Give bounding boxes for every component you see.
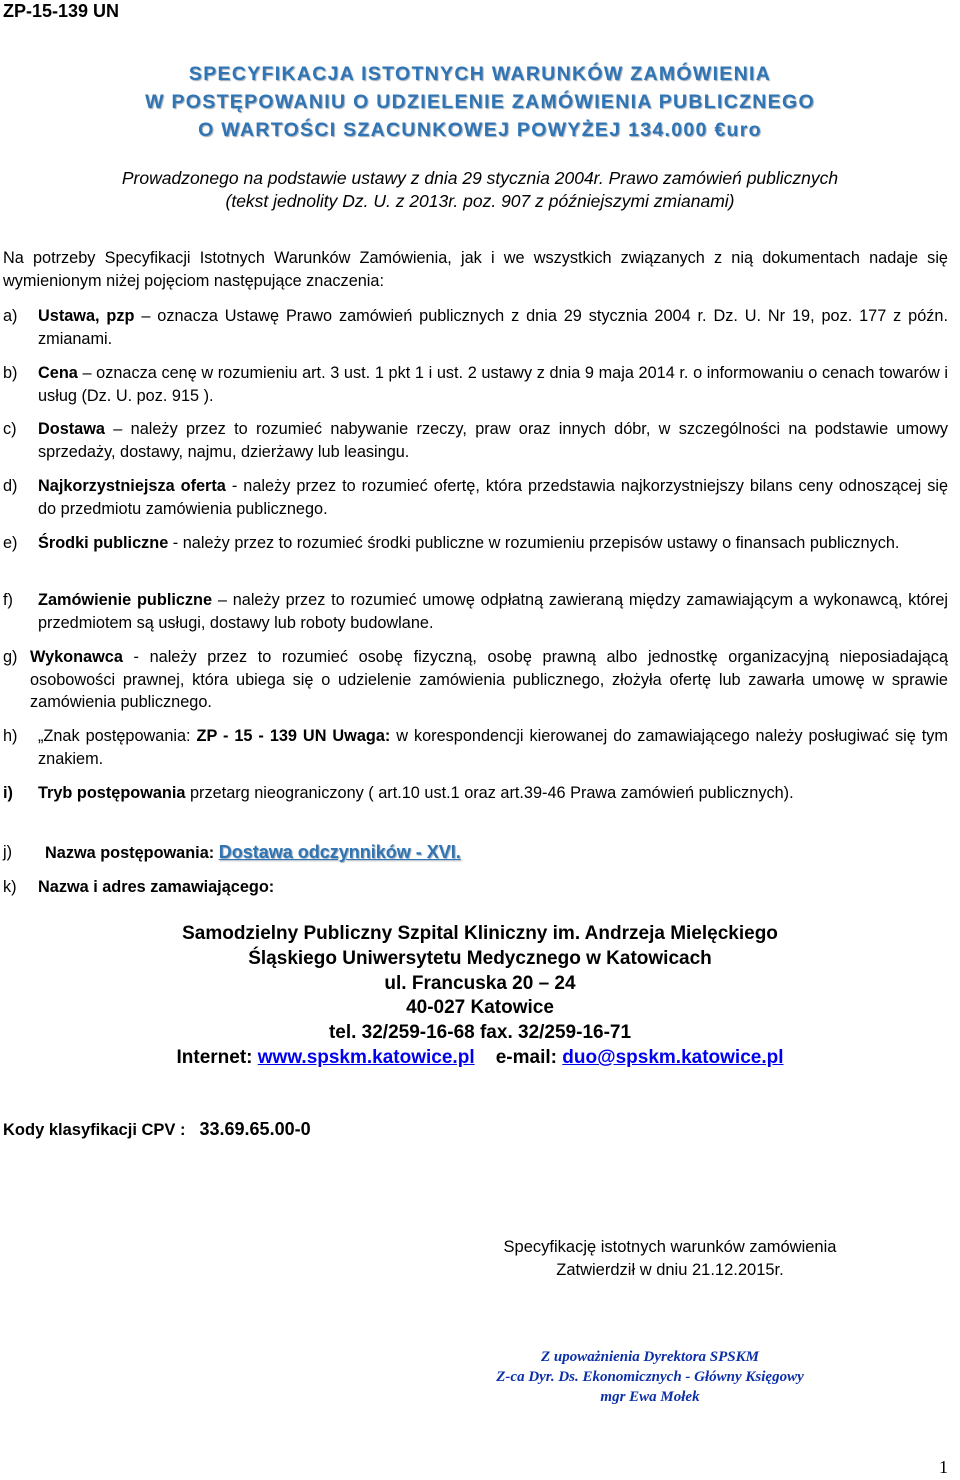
definition-a (3, 305, 948, 350)
approval-block (400, 1236, 940, 1282)
orderer-phone-fax: tel. 32/259-16-68 fax. 32/259-16-71 (328, 1022, 632, 1044)
title-line-3: O WARTOŚCI SZACUNKOWEJ POWYŻEJ 134.000 €uro (198, 119, 762, 141)
definition-d (3, 475, 948, 520)
definition-label: i) (3, 784, 13, 802)
definition-text: w korespondencji kierowanej do zamawiającego należy posługiwać się tym znakiem. (38, 727, 948, 768)
definition-text: - należy przez to rozumieć środki publiczne w rozumieniu przepisów ustawy o finansach publicznych. (168, 534, 900, 552)
definition-text: - należy przez to rozumieć osobę fizyczną, osobę prawną albo jednostkę organizacyjną nieposiadającą osobowości prawnej, która ubiega się o udzielenie zamówienia publicznego, złożyła ofertę lub zawarła umowę w sprawie zamówienia publicznego. (30, 648, 948, 711)
definition-text: – należy przez to rozumieć nabywanie rzeczy, praw oraz innych dóbr, w szczególności na podstawie umowy sprzedaży, dostawy, najmu, dzierżawy lub leasingu. (38, 420, 948, 461)
definition-label: d) (3, 477, 18, 495)
signature-name: mgr Ewa Mołek (600, 1389, 700, 1405)
definition-text: przetarg nieograniczony ( art.10 ust.1 oraz art.39-46 Prawa zamówień publicznych). (185, 784, 794, 802)
signature-line-1: Z upoważnienia Dyrektora SPSKM (541, 1349, 759, 1365)
orderer-city: 40-027 Katowice (406, 997, 554, 1019)
subtitle-line-1: Prowadzonego na podstawie ustawy z dnia 29 stycznia 2004r. Prawo zamówień publicznych (121, 168, 839, 188)
website-link[interactable]: www.spskm.katowice.pl (257, 1046, 475, 1068)
definition-text: – oznacza Ustawę Prawo zamówień publicznych z dnia 29 stycznia 2004 r. Dz. U. Nr 19, poz. 177 z późn. zmianami. (38, 307, 948, 348)
definition-term: Ustawa, pzp (38, 307, 135, 325)
cpv-codes (3, 1119, 311, 1140)
cpv-value: 33.69.65.00-0 (199, 1119, 311, 1139)
definition-term: Dostawa (38, 420, 105, 438)
definition-term: Najkorzystniejsza oferta (38, 477, 226, 495)
definition-label: c) (3, 420, 17, 438)
definition-b (3, 362, 948, 407)
definition-term: Tryb postępowania (38, 784, 186, 802)
subtitle-line-2: (tekst jednolity Dz. U. z 2013r. poz. 907 z późniejszymi zmianami) (225, 191, 735, 211)
approval-line-1: Specyfikację istotnych warunków zamówienia (503, 1238, 837, 1256)
definition-f (3, 589, 948, 634)
title-line-2: W POSTĘPOWANIU O UDZIELENIE ZAMÓWIENIA PUBLICZNEGO (145, 91, 815, 113)
definition-k (3, 876, 948, 899)
definition-term: Cena (38, 364, 78, 382)
definition-j (3, 841, 948, 865)
orderer-street: ul. Francuska 20 – 24 (384, 972, 576, 994)
definition-term: Środki publiczne (38, 534, 169, 552)
document-id: ZP-15-139 UN (3, 1, 120, 21)
definition-label: e) (3, 534, 18, 552)
definition-term: Nazwa i adres zamawiającego: (38, 878, 275, 896)
definition-text: – należy przez to rozumieć umowę odpłatną zawieraną między zamawiającym a wykonawcą, której przedmiotem są usługi, dostawy lub roboty budowlane. (38, 591, 948, 632)
approval-line-2: Zatwierdził w dniu 21.12.2015r. (556, 1261, 784, 1279)
intro-paragraph: Na potrzeby Specyfikacji Istotnych Warunków Zamówienia, jak i we wszystkich związanych z nią dokumentach nadaje się wymienionym niżej pojęciom następujące znaczenia: (3, 249, 948, 290)
orderer-contacts (0, 1046, 960, 1071)
definition-e (3, 532, 948, 555)
email-label: e-mail: (495, 1046, 563, 1068)
internet-label: Internet: (176, 1046, 258, 1068)
title-line-1: SPECYFIKACJA ISTOTNYCH WARUNKÓW ZAMÓWIENIA (188, 63, 772, 85)
definition-text: – oznacza cenę w rozumieniu art. 3 ust. 1 pkt 1 i ust. 2 ustawy z dnia 9 maja 2014 r. o informowaniu o cenach towarów i usług (Dz. U. poz. 915 ). (38, 364, 948, 405)
note-term: Uwaga: (326, 727, 391, 745)
definition-text: - należy przez to rozumieć ofertę, która przedstawia najkorzystniejszy bilans ceny odnoszącej się do przedmiotu zamówienia publicznego. (38, 477, 949, 518)
signature-line-2: Z-ca Dyr. Ds. Ekonomicznych - Główny Księgowy (496, 1369, 804, 1385)
definition-term: Nazwa postępowania: (45, 844, 215, 862)
definition-label: f) (3, 591, 13, 609)
definition-label: j) (3, 843, 13, 861)
definition-term: Zamówienie publiczne (38, 591, 213, 609)
orderer-name: Samodzielny Publiczny Szpital Kliniczny im. Andrzeja Mielęckiego (182, 923, 778, 944)
definition-g (3, 646, 948, 714)
definition-h (3, 725, 948, 770)
definition-term: Wykonawca (30, 648, 123, 666)
definition-label: h) (3, 727, 18, 745)
signature-block (380, 1347, 920, 1407)
case-mark-code: ZP - 15 - 139 UN (196, 727, 327, 745)
orderer-block (0, 922, 960, 1071)
page-number: 1 (939, 1457, 948, 1477)
definition-label: b) (3, 364, 18, 382)
definition-c (3, 418, 948, 463)
email-link[interactable]: duo@spskm.katowice.pl (562, 1046, 784, 1068)
orderer-university: Śląskiego Uniwersytetu Medycznego w Katowicach (248, 947, 712, 969)
definition-i (3, 782, 948, 805)
procedure-name: Dostawa odczynników - XVI. (218, 842, 461, 862)
definition-label: k) (3, 878, 17, 896)
definition-label: a) (3, 307, 18, 325)
definition-label: g) (3, 648, 18, 666)
case-mark-prefix: „Znak postępowania: (38, 727, 197, 745)
cpv-label: Kody klasyfikacji CPV : (3, 1121, 186, 1139)
